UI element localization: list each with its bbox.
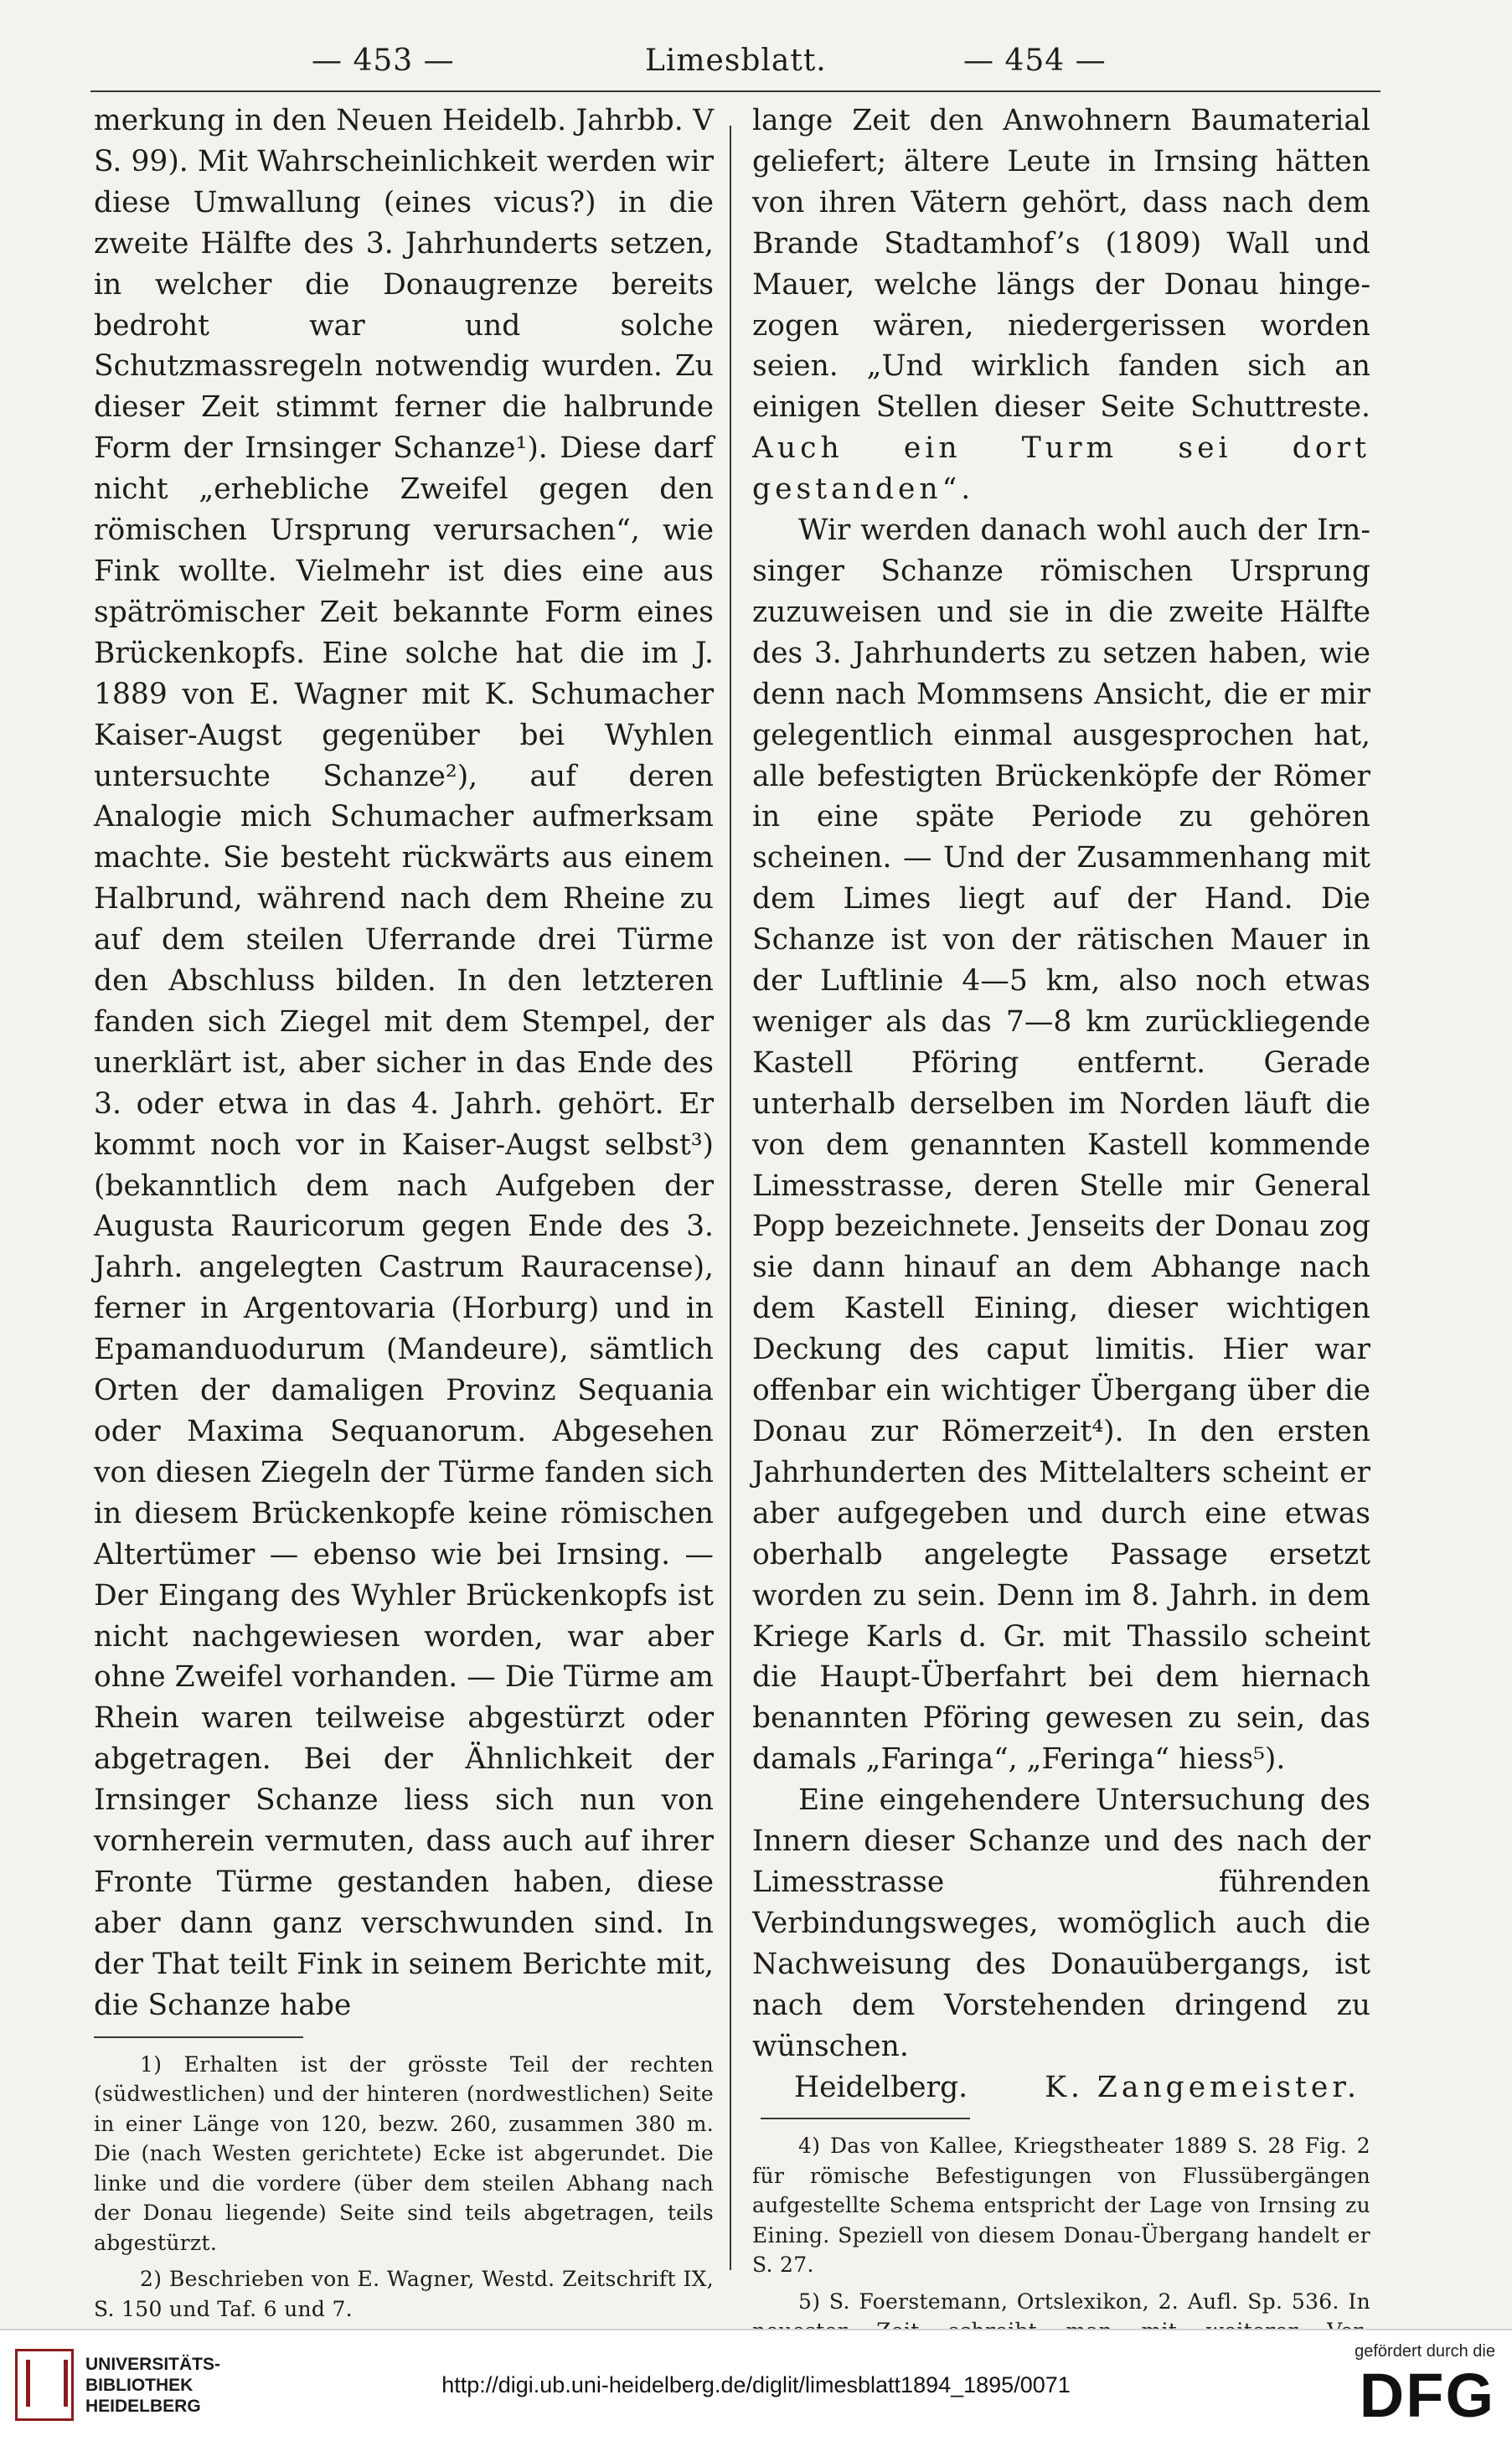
signature: [752, 2067, 1370, 2108]
left-column: [94, 101, 714, 2361]
logo-line-3: HEIDELBERG: [85, 2396, 201, 2416]
right-para-3: Eine eingehendere Untersuchung des Innern dieser Schanze und des nach der Limesstrasse führenden Verbindungsweges, womöglich auch die Nachweisung des Donauübergangs, ist nach dem Vorstehenden dringend zu wünschen.: [752, 1783, 1370, 2063]
logo-line-2: BIBLIOTHEK: [85, 2375, 194, 2395]
right-para-1-emphasis: Auch ein Turm sei dort gestanden“.: [752, 431, 1370, 507]
dfg-sponsor[interactable]: [1355, 2342, 1495, 2430]
signature-name: K. Zangemeister.: [1045, 2070, 1360, 2104]
signature-place: Heidelberg.: [794, 2070, 968, 2104]
left-column-body: merkung in den Neuen Heidelb. Jahrbb. V S. 99). Mit Wahrscheinlichkeit werden wir diese Umwallung (eines vicus?) in die zweite Hälfte des 3. Jahrhunderts setzen, in welcher die Donaugrenze bereits bedroht war und solche Schutzmassregeln notwendig wurden. Zu dieser Zeit stimmt ferner die halbrunde Form der Irnsinger Schanze¹). Diese darf nicht „erhebliche Zweifel gegen den römischen Ursprung verursachen“, wie Fink wollte. Vielmehr ist dies eine aus spätrömischer Zeit bekannte Form eines Brückenkopfs. Eine solche hat die im J. 1889 von E. Wagner mit K. Schumacher Kaiser-Augst gegenüber bei Wyhlen untersuchte Schanze²), auf deren Analogie mich Schumacher aufmerksam machte. Sie besteht rückwärts aus einem Halbrund, während nach dem Rheine zu auf dem steilen Uferrande drei Türme den Abschluss bilden. In den letzteren fanden sich Ziegel mit dem Stempel, der unerklärt ist, aber sicher in das Ende des 3. oder etwa in das 4. Jahrh. gehört. Er kommt noch vor in Kaiser-Augst selbst³) (bekanntlich dem nach Aufgeben der Augusta Rauricorum gegen Ende des 3. Jahrh. angelegten Castrum Rauracense), ferner in Argentovaria (Horburg) und in Epamanduodurum (Mandeure), sämtlich Orten der damaligen Provinz Sequania oder Maxima Sequanorum. Abgesehen von diesen Ziegeln der Türme fanden sich in diesem Brückenkopfe keine römischen Altertümer — ebenso wie bei Irnsing. — Der Eingang des Wyhler Brückenkopfs ist nicht nachgewiesen worden, war aber ohne Zweifel vorhanden. — Die Türme am Rhein waren teilweise abgestürzt oder abgetragen. Bei der Ähnlichkeit der Irnsinger Schanze liess sich nun von vornherein vermuten, dass auch auf ihrer Fronte Türme gestanden haben, diese aber dann ganz verschwunden sind. In der That teilt Fink in seinem Berichte mit, die Schanze habe: [94, 104, 714, 2022]
right-page-number: — 454 —: [963, 44, 1107, 78]
footnote-2: 2) Beschrieben von E. Wagner, Westd. Zeitschrift IX, S. 150 und Taf. 6 und 7.: [94, 2267, 714, 2321]
right-footnote-rule: [761, 2118, 970, 2119]
column-divider: [730, 126, 731, 2270]
right-para-1-text: lange Zeit den Anwohnern Baumaterial geliefert; ältere Leute in Irnsing hätten von ihren Vätern gehört, dass nach dem Brande Stadtamhof’s (1809) Wall und Mauer, welche längs der Donau hingezogen wären, niedergerissen worden seien. „Und wirklich fanden sich an einigen Stellen dieser Seite Schuttreste.: [752, 104, 1370, 425]
dfg-logo: DFG: [1359, 2361, 1495, 2430]
right-para-1: [752, 101, 1370, 510]
footnote-5: 5) S. Foerstemann, Ortslexikon, 2. Aufl. Sp. 536. In: [798, 2289, 1370, 2314]
header-rule: [90, 90, 1380, 92]
left-page-number: — 453 —: [312, 44, 455, 78]
footnote-4: 4) Das von Kallee, Kriegstheater 1889 S. 28 Fig. 2 für römische Befestigungen von Flussübergängen aufgestellte Schema entspricht der Lage von Irnsing zu Eining. Speziell von diesem Donau-Übergang handelt er S. 27.: [752, 2134, 1370, 2278]
left-footnote-rule: [94, 2036, 303, 2038]
right-para-2: Wir werden danach wohl auch der Irnsinger Schanze römischen Ursprung zuzuweisen und sie in die zweite Hälfte des 3. Jahrhunderts zu setzen haben, wie denn nach Mommsens Ansicht, die er mir gelegentlich einmal ausgesprochen hat, alle befestigten Brückenköpfe der Römer in eine späte Periode zu gehören scheinen. — Und der Zusammenhang mit dem Limes liegt auf der Hand. Die Schanze ist von der rätischen Mauer in der Luftlinie 4—5 km, also noch etwas weniger als das 7—8 km zurückliegende Kastell Pföring entfernt. Gerade unterhalb derselben im Norden läuft die von dem genannten Kastell kommende Limesstrasse, deren Stelle mir General Popp bezeichnete. Jenseits der Donau zog sie dann hinauf an dem Abhange nach dem Kastell Eining, dieser wichtigen Deckung des caput limitis. Hier war offenbar ein wichtiger Übergang über die Donau zur Römerzeit⁴). In den ersten Jahrhunderten des Mittelalters scheint er aber aufgegeben und durch eine etwas oberhalb angelegte Passage ersetzt worden zu sein. Denn im 8. Jahrh. in dem Kriege Karls d. Gr. mit Thassilo scheint die Haupt-Überfahrt bei dem hiernach benannten Pföring gewesen zu sein, das damals „Faringa“, „Feringa“ hiess⁵).: [752, 513, 1370, 1777]
running-title: Limesblatt.: [645, 44, 827, 78]
footer-bar: [0, 2329, 1512, 2441]
right-column: [752, 101, 1370, 2376]
logo-line-1: UNIVERSITÄTS-: [85, 2354, 221, 2374]
sponsor-label: gefördert durch die: [1355, 2342, 1495, 2361]
source-url-link[interactable]: http://digi.ub.uni-heidelberg.de/diglit/limesblatt1894_1895/0071: [441, 2372, 1071, 2397]
footnote-1: 1) Erhalten ist der grösste Teil der rechten (südwestlichen) und der hinteren (nordwestlichen) Seite in einer Länge von 120, bezw. 260, zusammen 380 m. Die (nach Westen gerichtete) Ecke ist abgerundet. Die linke und die vordere (über dem steilen Abhang nach der Donau liegende) Seite sind teils abgetragen, teils abgestürzt.: [94, 2051, 714, 2255]
